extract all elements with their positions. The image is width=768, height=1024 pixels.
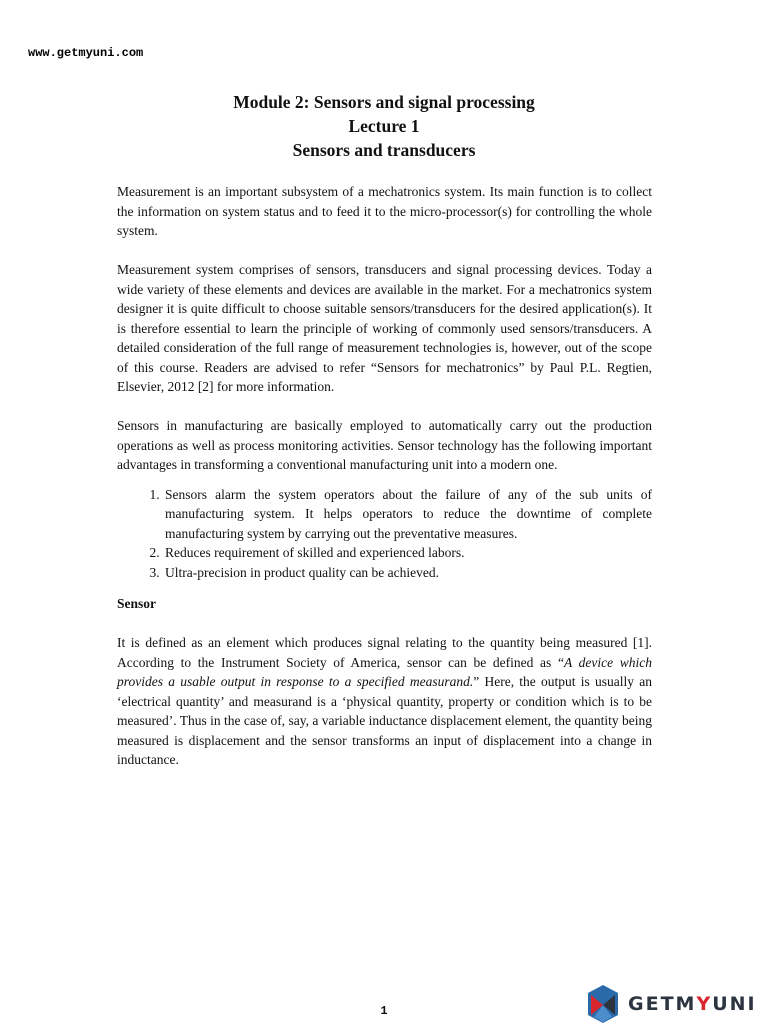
- definition-continuation: ” Here, the output is usually an ‘electrical quantity’ and measurand is a ‘physical quantity, property or condition which is to be measured’. Thus in the case of, say, a variable inductance displacement element, the quantity being measured is displacement and the sensor transforms an input of displacement into a change in inductance.: [117, 674, 652, 767]
- section-heading-sensor: Sensor: [117, 596, 157, 611]
- brand-suffix: UNI: [712, 993, 757, 1015]
- module-title: Module 2: Sensors and signal processing: [233, 92, 535, 112]
- lecture-title: Sensors and transducers: [292, 140, 476, 160]
- brand-wordmark: [628, 993, 757, 1015]
- brand-prefix: GETM: [628, 993, 697, 1015]
- getmyuni-logo[interactable]: [588, 985, 757, 1023]
- intro-paragraph: Measurement is an important subsystem of a mechatronics system. Its main function is to collect the information on system status and to feed it to the micro-processor(s) for controlling the whole system.: [117, 184, 652, 238]
- measurement-system-paragraph: Measurement system comprises of sensors, transducers and signal processing devices. Today a wide variety of these elements and devices are available in the market. For a mechatronics system designer it is quite difficult to choose suitable sensors/transducers for the desired application(s). It is therefore essential to learn the principle of working of commonly used sensors/transducers. A detailed consideration of the full range of measurement technologies is, however, out of the scope of this course. Readers are advised to refer “Sensors for mechatronics” by Paul P.L. Regtien, Elsevier, 2012 [2] for more information.: [117, 262, 652, 394]
- isa-definition-quote: A device which provides a usable output in response to a specified measurand.: [117, 654, 652, 689]
- document-body: [117, 182, 652, 789]
- site-url[interactable]: www.getmyuni.com: [28, 46, 144, 60]
- sensor-definition-paragraph: [117, 633, 652, 770]
- page-number: 1: [380, 1004, 388, 1018]
- document-title: [0, 90, 768, 162]
- lecture-number: Lecture 1: [348, 116, 420, 136]
- list-item: 1. Sensors alarm the system operators about the failure of any of the sub units of manufacturing system. It helps operators to reduce the downtime of complete manufacturing system by carrying out the preventative measures.: [163, 485, 652, 544]
- manufacturing-paragraph: Sensors in manufacturing are basically employed to automatically carry out the production operations as well as process monitoring activities. Sensor technology has the following important advantages in transforming a conventional manufacturing unit into a modern one.: [117, 418, 652, 472]
- brand-highlight: Y: [696, 993, 713, 1015]
- logo-mark-icon: [588, 985, 618, 1023]
- definition-text: It is defined as an element which produces signal relating to the quantity being measured [1]. According to the Instrument Society of America, sensor can be defined as “: [117, 635, 652, 670]
- list-item: 3. Ultra-precision in product quality can be achieved.: [163, 563, 652, 583]
- list-item: 2. Reduces requirement of skilled and experienced labors.: [163, 543, 652, 563]
- advantages-list: [117, 485, 652, 583]
